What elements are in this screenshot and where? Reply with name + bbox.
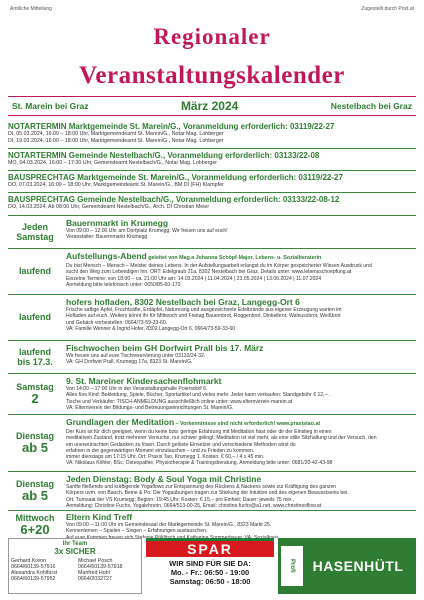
notice-line: DI, 19.03.2024, 16:00 – 18:00 Uhr, Marktgemeindeamt St. Marein/G., Notar Mag. Lohberger [8, 138, 224, 144]
notice-bau-stmarein [8, 173, 416, 189]
divider [8, 215, 416, 216]
event-flohmarkt: Samstag 2 9. St. Mareiner Kindersachenflohmarkt Von 14:00 – 17:00 Uhr in der Veranstaltungshalle Poiersdorf 6. Alles fürs Kind: Bekleidung, Spiele, Bücher, Sportartikel und vieles mehr. Jeder kann verkaufen: Standgebühr € 12,– . Tische und Verkäufer: TISCH-ANMELDUNG ausschließlich online unter: www.elternverein-marein.at VA: Elternverein der Bildungs- und Betreuungseinrichtungen St. Marein/G. [8, 376, 416, 412]
delivery-label: Zugestellt durch Post.at [361, 6, 414, 12]
divider [8, 192, 416, 193]
event-title: hofers hofladen, 8302 Nestelbach bei Graz, Langegg-Ort 6 [66, 297, 300, 307]
event-fischwochen: laufend bis 17.3. Fischwochen beim GH Dorfwirt Prall bis 17. März Wir freuen uns auf eure Tischreservierung unter 03133/24-32. VA: GH Dorfwirt Prall, Krumegg 17a, 8323 St. Marein/G. [8, 343, 416, 371]
notice-notar-stmarein [8, 122, 416, 145]
spar-logo: SPAR [146, 538, 274, 557]
event-date: laufend [18, 312, 51, 322]
divider [8, 414, 416, 415]
event-title: 9. St. Mareiner Kindersachenflohmarkt [66, 376, 222, 386]
notice-bau-nestelbach [8, 195, 416, 211]
divider [8, 170, 416, 171]
event-date: Jeden Samstag [16, 222, 54, 242]
band-month: März 2024 [180, 99, 239, 113]
hasenhuetl-name: HASENHÜTL [312, 558, 404, 574]
band-left: St. Marein bei Graz [12, 101, 89, 111]
event-title: Fischwochen beim GH Dorfwirt Prall bis 17. März [66, 343, 264, 353]
profi-logo: Profi [281, 546, 303, 586]
title-regional: Regionaler [153, 24, 271, 49]
event-title: Grundlagen der Meditation – Vorkenntnisse sind nicht erforderlich! www.praxistao.at [66, 417, 321, 427]
title-calendar: Veranstaltungskalender [79, 62, 345, 89]
event-date: Dienstag ab 5 [15, 479, 54, 503]
event-bauernmarkt: Jeden Samstag Bauernmarkt in Krumegg Von 09:00 – 12:00 Uhr am Dorfplatz Krumegg. Wir freuen uns auf euch! Veranstalter: Bauernmarkt Krumegg [8, 218, 416, 246]
event-date: Samstag 2 [16, 382, 54, 406]
notice-line: DO, 14.03.2024, Ab 08:00 Uhr, Gemeindeamt Nestelbach/G., Arch. DI Christian Meier [8, 204, 210, 210]
divider [8, 294, 416, 295]
notice-head: BAUSPRECHTAG Marktgemeinde St. Marein/G., Voranmeldung erforderlich: 03119/22-27 [8, 173, 343, 182]
divider [8, 248, 416, 249]
event-title: Eltern Kind Treff [66, 512, 133, 522]
divider [8, 373, 416, 374]
divider [8, 471, 416, 472]
notice-head: BAUSPRECHTAG Gemeinde Nestelbach/G., Voranmeldung erforderlich: 03133/22-08-12 [8, 195, 340, 204]
notice-head: NOTARTERMIN Gemeinde Nestelbach/G., Voranmeldung erforderlich: 03133/22-08 [8, 151, 320, 160]
official-notice-label: Amtliche Mitteilung [10, 6, 52, 12]
notice-line: DO, 07.03.2024, 16:00 – 18:00 Uhr, Marktgemeindeamt St. Marein/G., BM DI (FH) Klampfer [8, 182, 224, 188]
event-title: Aufstellungs-Abend geleitet von Mag.a Johanna Schöpf-Major, Lebens- u. Sozialberaterin [66, 251, 322, 261]
notice-line: DI, 05.03.2024, 16:00 – 18:00 Uhr, Marktgemeindeamt St. Marein/G., Notar Mag. Lohberger [8, 131, 224, 137]
event-meditation: Dienstag ab 5 Grundlagen der Meditation – Vorkenntnisse sind nicht erforderlich! www.praxistao.at Der Kurs ist für dich geeignet, wenn du keine bzw. geringe Erfahrung mit Meditation hast oder dir der Einstieg in einen meditativen Zustand, trotz mehrerer Versuche, nur schwer gelingt. Meditation ist viel mehr, als eine stille Sitzhaltung und der Versuch, den ein unerwünschten Gedanken zu lösen. Durch gelöste Einsetzer und verschiedene Methoden wirst du erfahren in der gegenwärtigen Moment einzutauchen – und zu Frieden zu kommen. immer dienstags um 17:15 Uhr. Ort: Praxis Tao, Krumegg 1. Kosten: € 60,– / 4 x 45 min. VA: Nikolaus Köhler, BSc, Osteopathie, Physiotherapie & Trainingsberatung, Anmeldung bitte unter: 0681/20-42-43-98 [8, 417, 416, 469]
footer-ads [8, 538, 416, 594]
notice-head: NOTARTERMIN Marktgemeinde St. Marein/G., Voranmeldung erforderlich: 03119/22-27 [8, 122, 335, 131]
event-yoga: Dienstag ab 5 Jeden Dienstag: Body & Soul Yoga mit Christine Sanfte fließende und kräftigende Yogaflows zur Entspannung des Rückens & Nackens sowie zur Kräftigung des ganzen Körpers uvm. von Bauch, Beine & Po. Die Yogaübungen tragen zur Stärkung der Intuition und des eigenen Bewusstseins bei. Ort: Turnsaal der VS Krumegg; Beginn: 19:45 Uhr; Kosten: € 15,– pro Einheit; Dauer: jeweils 75 min., Anmeldung: Christine Fuchs, Yogalehrerin, 0664/513-00-25, Email: christine.fuchs@a1.net, www.christinesflow.at [8, 474, 416, 508]
divider [8, 340, 416, 341]
header-band [8, 96, 416, 116]
notice-notar-nestelbach [8, 151, 416, 167]
contact-list: Gerhard Krenn Michael Posch 0664/60139-57916 0664/60139-57918 Alexandra Kohlfürst Manfred Hohl 0664/60139-57952 0664/2032727 [11, 558, 123, 582]
divider [8, 148, 416, 149]
insurance-team-ad: Ihr Team 3x SICHER Gerhard Krenn Michael Posch 0664/60139-57916 0664/60139-57918 Alexandra Kohlfürst Manfred Hohl 0664/60139-57952 0664/2032727 [8, 538, 142, 594]
band-right: Nestelbach bei Graz [330, 101, 412, 111]
top-line [10, 6, 414, 12]
event-date: laufend bis 17.3. [17, 347, 53, 367]
event-title: Bauernmarkt in Krumegg [66, 218, 169, 228]
event-date: Mittwoch 6+20 [15, 513, 55, 537]
divider [8, 510, 416, 511]
event-aufstellungsabend: laufend Aufstellungs-Abend geleitet von Mag.a Johanna Schöpf-Major, Lebens- u. Sozialberaterin Du bist Mensch – Mensch – Meister deines Lebens. In der Aufstellungsarbeit erlangst du im Körper gespeicherter Wissen Ausdruck und sucht den Weg zum Lebendigen hin. ORT: Edelgraub 21a, 8302 Nestelbach bei Graz. Details unter: www.lebensschoepfung.at Einzelne Termine: von 18:00 – ca. 21:00 Uhr am: 14.03.2024 | 11.04.2024 | 23.05.2024 | 13.06.2024 | 11.07.2024 Anmeldung bitte telefonisch unter: 0650/85-60-170 [8, 251, 416, 291]
event-hofladen: laufend hofers hofladen, 8302 Nestelbach bei Graz, Langegg-Ort 6 Frische saftige Äpfel, Fruchtsäfte, Erdäpfel, Naturessig und ausgezeichnete Edelbrände aus eigener Erzeugung warten im Hofladen auf euch. Weiters könnt ihr für Mittwoch und Freitag Bauernbrot, Roggenbrot, Dinkelbrot, Walnussbrot, Weißbrot und Gebäck vorbestellen: 0664/73-59-33-60. VA: Familie Wenner & Ingrid Hofer, 8302 Langegg-Ort 6, 0664/73-59-33-60 [8, 297, 416, 337]
spar-ad: SPAR WIR SIND FÜR SIE DA: Mo. - Fr.: 06:50 - 19:00 Samstag: 06:50 - 18:00 [146, 538, 274, 594]
hasenhuetl-ad [278, 538, 416, 594]
event-date: Dienstag ab 5 [15, 431, 54, 455]
notice-line: MO, 04.03.2024, 16:00 – 17:30 Uhr, Gemeindeamt Nestelbach/G., Notar Mag. Lohberger [8, 160, 218, 166]
event-eltern-kind: Mittwoch 6+20 Eltern Kind Treff Von 09:00 – 11:00 Uhr im Gemeindesaal der Marktgemeinde St. Marein/G., 8323 Markt 25. Kennenlernen – Spielen – Singen – Erfahrungen austauschen. Auf euer Kommen freuen sich Stefanie Pöltlitsch und Katharina Sommerbauer. VA: Sozialkreis [8, 512, 416, 538]
event-date: laufend [18, 266, 51, 276]
event-title: Jeden Dienstag: Body & Soul Yoga mit Christine [66, 474, 262, 484]
